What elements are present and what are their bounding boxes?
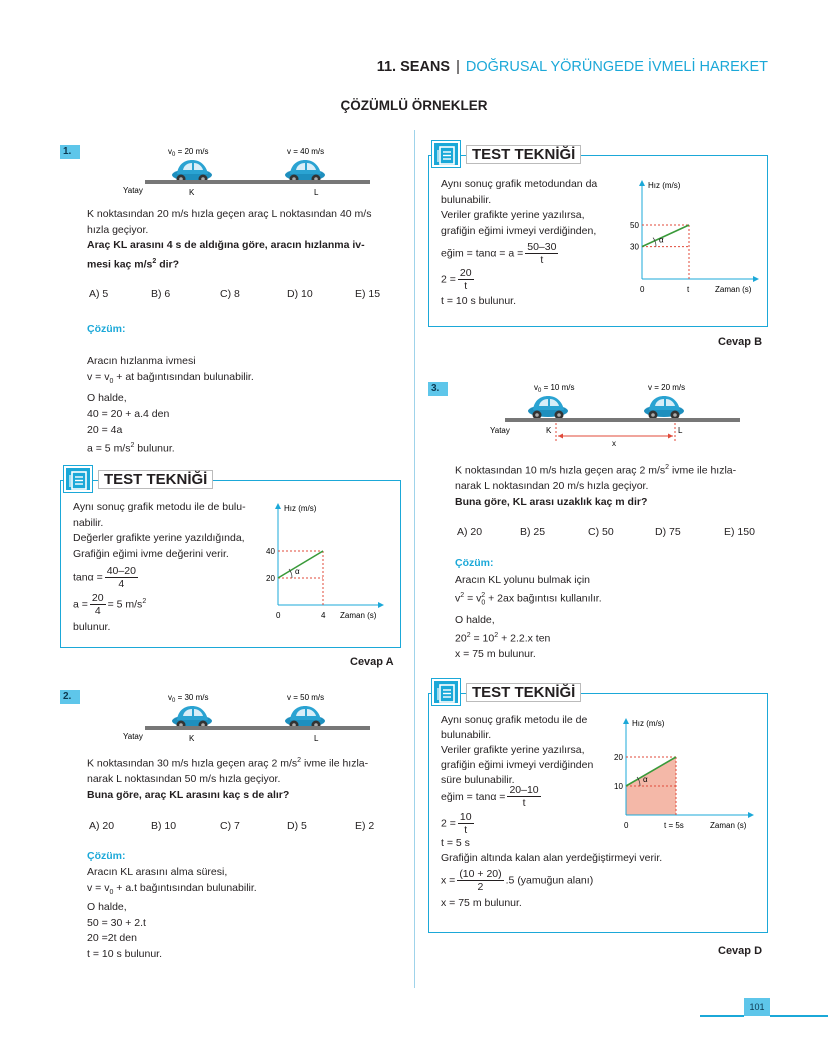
y-tick-label: 10 [614, 782, 623, 791]
footer-line [770, 1015, 828, 1017]
velocity-line [642, 225, 689, 247]
x-axis-arrow [378, 602, 384, 608]
solution-line: O halde, [455, 613, 495, 626]
tt-line: bulunur. [73, 621, 111, 633]
q1-question: Araç KL arasını 4 s de aldığına göre, aracın hızlanma iv- [87, 239, 365, 251]
option-e[interactable]: E) 15 [355, 288, 381, 300]
q3-question: Buna göre, KL arası uzaklık kaç m dir? [455, 495, 648, 508]
solution-line: O halde, [87, 392, 127, 405]
yatay-label: Yatay [123, 186, 143, 195]
option-d[interactable]: D) 5 [287, 820, 307, 832]
tt-line: nabilir. [73, 516, 104, 529]
area-equation: x = $\frac{(10 + 20)}{2}$ .5 (yamuğun alanı) [441, 868, 594, 893]
solution-line: 20 = 4a [87, 424, 123, 437]
question-number: 1. [60, 145, 80, 159]
solution-line: x = 75 m bulunur. [455, 648, 536, 661]
point-l-label: L [678, 426, 683, 435]
y-tick-label: 30 [630, 242, 639, 252]
solution-line: $v = v_0$ + at bağıntısından bulunabilir. [87, 371, 254, 386]
tan-equation: tanα = $\frac{40-20}{4}$ [73, 565, 136, 590]
x-axis-label: Zaman (s) [710, 821, 747, 830]
tt-line: Grafiğin eğimi ivme değerini verir. [73, 547, 229, 560]
car-icon [172, 706, 212, 730]
solution-line: Aracın KL yolunu bulmak için [455, 574, 591, 586]
alpha-label: α [295, 567, 300, 576]
tt-line: Aynı sonuç grafik metodu ile de bulu- [73, 501, 246, 513]
option-c[interactable]: C) 8 [220, 288, 240, 300]
page-header [377, 59, 768, 75]
car-icon [285, 160, 325, 184]
x-tick-label: t [687, 285, 690, 294]
y-axis-label: Hız (m/s) [284, 504, 317, 513]
point-k-label: K [546, 426, 552, 435]
option-b[interactable]: B) 10 [151, 820, 177, 832]
option-d[interactable]: D) 75 [655, 526, 681, 538]
q2-solution [87, 865, 257, 962]
car-icon [644, 396, 684, 420]
y-tick-label: 20 [266, 574, 275, 583]
header-separator: | [456, 59, 460, 75]
option-c[interactable]: C) 7 [220, 820, 240, 832]
notebook-icon [432, 679, 460, 705]
footer-line [700, 1015, 744, 1017]
q2-v-right: v = 50 m/s [287, 693, 325, 702]
tt-line: t = 10 s bulunur. [441, 295, 517, 307]
test-teknigi-title: TEST TEKNİĞİ [98, 470, 213, 489]
x-tick-label: t = 5s [664, 821, 684, 830]
q3-text [455, 460, 775, 510]
q2-text [87, 753, 407, 803]
q1-question: mesi kaç $m/s^2$ dir? [87, 257, 180, 270]
x-tick-label: 0 [624, 821, 629, 830]
question-number: 2. [60, 690, 80, 704]
column-divider [414, 130, 415, 988]
tt-line: grafiğin eğimi ivmeyi verdiğinden [441, 759, 594, 771]
option-a[interactable]: A) 20 [457, 526, 483, 538]
seans-label: 11. SEANS [376, 59, 451, 75]
point-k-label: K [189, 734, 195, 743]
question-number: 3. [428, 382, 448, 396]
q3-figure [470, 378, 760, 450]
x-axis-label: Zaman (s) [340, 611, 377, 620]
notebook-icon [64, 466, 92, 492]
x-axis-arrow [748, 812, 754, 818]
option-a[interactable]: A) 20 [89, 820, 115, 832]
tt-line: süre bulunabilir. [441, 774, 515, 786]
point-k-label: K [189, 188, 195, 197]
test-teknigi-title: TEST TEKNİĞİ [466, 145, 581, 164]
alpha-label: α [659, 235, 664, 245]
q1-text [87, 207, 407, 273]
slope-equation-2: 2 = $\frac{20}{t}$ [441, 267, 472, 292]
solution-line: t = 10 s bulunur. [87, 947, 163, 960]
page-title: ÇÖZÜMLÜ ÖRNEKLER [340, 98, 488, 113]
tt1-text [73, 500, 263, 636]
car-icon [172, 160, 212, 184]
solution-line: $v^2 = v_0^2 + 2ax$ bağıntısı kullanılır. [455, 592, 602, 607]
q1-solution [87, 353, 254, 457]
tt-line: Aynı sonuç grafik metodu ile de [441, 714, 588, 726]
slope-equation-2: 2 = $\frac{10}{t}$ [441, 811, 472, 836]
q1-v-left: $v_0 = 20$ m/s [168, 147, 209, 158]
tt-line: Veriler grafikte yerine yazılırsa, [441, 744, 585, 756]
slope-equation: eğim = tanα = a = $\frac{50-30}{t}$ [441, 241, 557, 266]
alpha-label: α [643, 775, 648, 784]
q3-v-right: v = 20 m/s [648, 383, 686, 392]
y-tick-label: 50 [630, 221, 639, 230]
tt-line: grafiğin eğimi ivmeyi verdiğinden, [441, 224, 597, 237]
solution-line: $v = v_0 + a.t$ bağıntısından bulunabilir. [87, 881, 257, 896]
answer-label: Cevap B [718, 336, 763, 348]
page-number: 101 [744, 998, 770, 1016]
y-axis-arrow [639, 180, 645, 186]
topic-title: DOĞRUSAL YÖRÜNGEDE İVMELİ HAREKET [465, 59, 768, 75]
solution-line: 50 = 30 + 2.t [87, 916, 146, 929]
car-icon [528, 396, 568, 420]
point-l-label: L [314, 188, 319, 197]
tt-line: Aynı sonuç grafik metodundan da [441, 178, 598, 190]
y-axis-arrow [623, 718, 629, 724]
velocity-time-graph [600, 712, 760, 837]
tt-line: Grafiğin altında kalan alan yerdeğiştirmeyi verir. [441, 852, 663, 864]
option-e[interactable]: E) 2 [355, 820, 375, 832]
x-tick-label: 0 [276, 611, 281, 620]
q1-line: hızla geçiyor. [87, 223, 149, 236]
solution-line: $20^2 = 10^2 + 2.2.x$ ten [455, 631, 551, 645]
tt2-text [441, 177, 631, 310]
y-axis-label: Hız (m/s) [632, 719, 665, 728]
x-axis-arrow [753, 276, 759, 282]
y-axis-arrow [275, 503, 281, 509]
a-equation: a = $\frac{20}{4}$ = 5 $m/s^2$ [73, 592, 147, 617]
velocity-time-graph [255, 497, 395, 622]
y-axis-label: Hız (m/s) [648, 181, 681, 190]
solution-line: 40 = 20 + a.4 den [87, 408, 170, 421]
velocity-line [278, 551, 323, 578]
notebook-icon [432, 141, 460, 167]
q1-v-right: v = 40 m/s [287, 147, 325, 156]
slope-equation: eğim = tanα = $\frac{20-10}{t}$ [441, 784, 539, 809]
x-tick-label: 0 [640, 285, 645, 294]
tt-line: bulunabilir. [441, 193, 492, 206]
tt-line: bulunabilir. [441, 729, 492, 741]
x-axis-label: Zaman (s) [715, 285, 752, 294]
solution-label: Çözüm: [455, 557, 494, 569]
velocity-time-graph [615, 174, 765, 299]
point-l-label: L [314, 734, 319, 743]
tt-line: x = 75 m bulunur. [441, 897, 522, 909]
car-icon [285, 706, 325, 730]
q3-line: K noktasından 10 m/s hızla geçen araç 2 $m/s^2$ ivme ile hızla- [455, 464, 737, 477]
tt-line: Veriler grafikte yerine yazılırsa, [441, 209, 585, 221]
q2-figure [100, 688, 400, 746]
yatay-label: Yatay [123, 732, 143, 741]
option-c[interactable]: C) 50 [588, 526, 614, 538]
solution-line: Aracın hızlanma ivmesi [87, 355, 196, 367]
test-teknigi-title: TEST TEKNİĞİ [466, 683, 581, 702]
tt-line: Değerler grafikte yerine yazıldığında, [73, 532, 245, 544]
y-tick-label: 20 [614, 753, 623, 762]
option-b[interactable]: B) 6 [151, 288, 171, 300]
q1-line: K noktasından 20 m/s hızla geçen araç L noktasından 40 m/s [87, 208, 372, 220]
q3-v-left: $v_0 = 10$ m/s [534, 383, 575, 394]
solution-line: O halde, [87, 901, 127, 914]
option-a[interactable]: A) 5 [89, 288, 109, 300]
answer-label: Cevap D [718, 945, 763, 957]
q3-line: narak L noktasından 20 m/s hızla geçiyor. [455, 480, 649, 492]
q1-figure [100, 142, 400, 200]
solution-label: Çözüm: [87, 850, 126, 862]
q3-solution [455, 572, 602, 662]
q2-question: Buna göre, araç KL arasını kaç s de alır? [87, 788, 290, 801]
tt-line: t = 5 s [441, 837, 470, 849]
q2-v-left: $v_0 = 30$ m/s [168, 693, 209, 704]
yatay-label: Yatay [490, 426, 510, 435]
solution-line: Aracın KL arasını alma süresi, [87, 866, 228, 878]
option-e[interactable]: E) 150 [724, 526, 755, 538]
solution-line: a = 5 $m/s^2$ bulunur. [87, 442, 175, 455]
x-tick-label: 4 [321, 611, 326, 620]
option-d[interactable]: D) 10 [287, 288, 313, 300]
solution-line: 20 =2t den [87, 932, 137, 945]
q2-line: narak L noktasından 50 m/s hızla geçiyor. [87, 773, 281, 785]
distance-x-label: x [612, 439, 616, 448]
y-tick-label: 40 [266, 547, 275, 556]
option-b[interactable]: B) 25 [520, 526, 546, 538]
solution-label: Çözüm: [87, 323, 126, 335]
answer-label: Cevap A [350, 656, 394, 668]
q2-line: K noktasından 30 m/s hızla geçen araç 2 $m/s^2$ ivme ile hızla- [87, 757, 369, 770]
